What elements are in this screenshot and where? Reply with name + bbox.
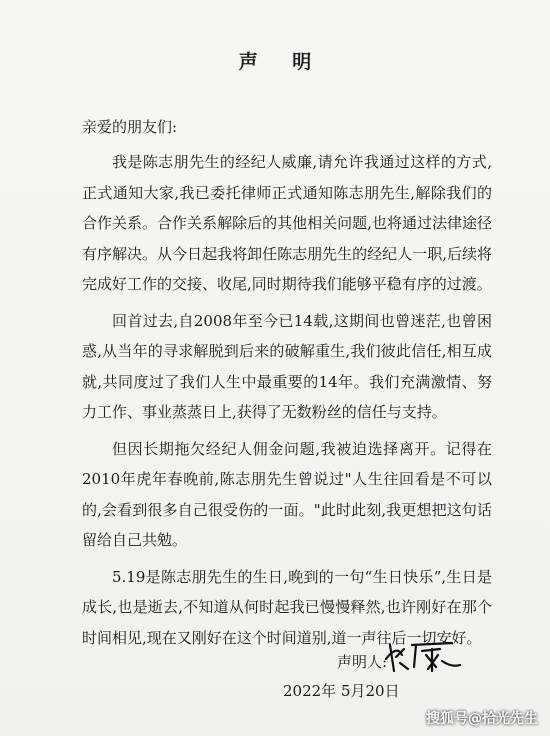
document-title: 声 明 — [238, 51, 326, 73]
paragraph-1: 我是陈志朋先生的经纪人威廉,请允许我通过这样的方式,正式通知大家,我已委托律师正式通知陈志朋先生,解除我们的合作关系。合作关系解除后的其他相关问题,也将通过法律途径有序解决。从今日起我将卸任陈志朋先生的经纪人一职,后续将完成好工作的交接、收尾,同时期待我们能够平稳有序的过渡。 — [82, 153, 492, 293]
paragraph-3: 但因长期拖欠经纪人佣金问题,我被迫选择离开。记得在2010年虎年春晚前,陈志朋先生曾说过"人生往回看是不可以的,会看到很多自己很受伤的一面。"此时此刻,我更想把这句话留给自己共勉。 — [82, 439, 492, 549]
source-watermark: 搜狐号@拾光先生 — [426, 711, 538, 727]
paragraph-2: 回首过去,自2008年至今已14载,这期间也曾迷茫,也曾困惑,从当年的寻求解脱到后来的破解重生,我们彼此信任,相互成就,共同度过了我们人生中最重要的14年。我们充满激情、努力工作、事业蒸蒸日上,获得了无数粉丝的信任与支持。 — [82, 311, 492, 421]
salutation: 亲爱的朋友们: — [82, 118, 178, 136]
signature-label: 声明人: — [337, 653, 388, 671]
paragraph-4: 5.19是陈志朋先生的生日,晚到的一句“生日快乐”,生日是成长,也是逝去,不知道从何时起我已慢慢释然,也许刚好在那个时间相见,现在又刚好在这个时间道别,道一声往后一切安好。 — [82, 567, 492, 647]
date-block — [283, 676, 443, 716]
handwritten-signature — [382, 637, 462, 675]
document-body — [82, 147, 492, 659]
handwritten-date: 2022年 5月20日 — [283, 682, 400, 700]
